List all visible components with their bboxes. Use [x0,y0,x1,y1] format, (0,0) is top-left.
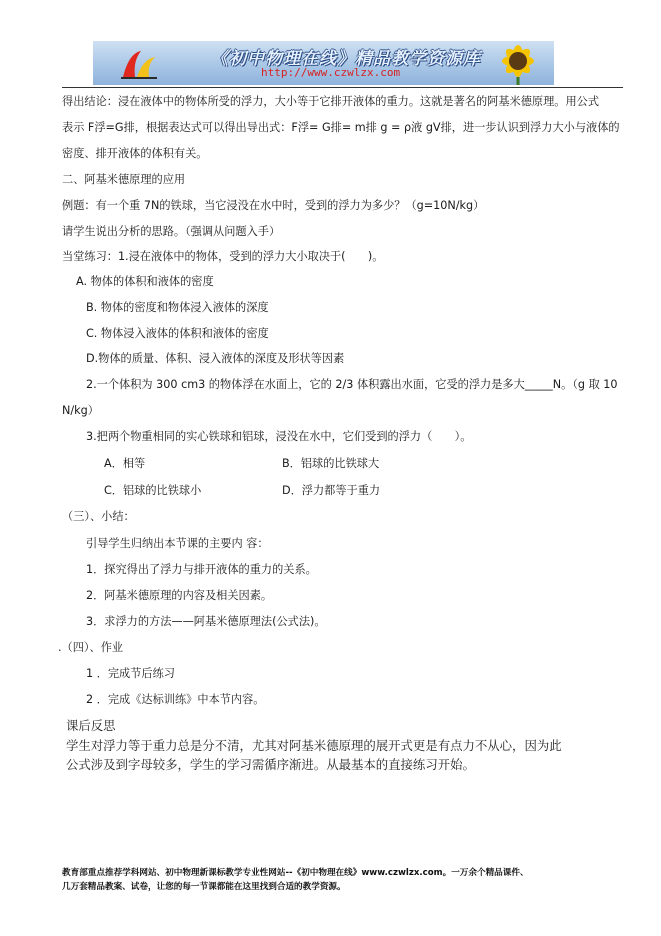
text-line: 得出结论：浸在液体中的物体所受的浮力，大小等于它排开液体的重力。这就是著名的阿基米德原理。用公式 [62,95,600,108]
homework-item: 2 ．完成《达标训练》中本节内容。 [86,693,265,706]
answer-option: D.物体的质量、体积、浸入液体的深度及形状等因素 [86,352,345,365]
banner-title: 《初中物理在线》精品教学资源库 [211,49,481,69]
footer-line: 教育部重点推荐学科网站、初中物理新课标教学专业性网站--《初中物理在线》www.czwlzx.com。一万余个精品课件、 [62,868,529,878]
banner-url: http://www.czwlzx.com [261,66,401,79]
answer-option: A．相等 [104,457,146,470]
summary-item: 1．探究得出了浮力与排开液体的重力的关系。 [86,563,317,576]
exercise-question: 2.一个体积为 300 cm3 的物体浮在水面上，它的 2/3 体积露出水面，它受的浮力是多大_____N。（g 取 10 [86,378,618,391]
sunflower-icon [488,41,548,85]
answer-option: A. 物体的体积和液体的密度 [76,275,214,288]
answer-option: C. 物体浸入液体的体积和液体的密度 [86,327,269,340]
answer-option: C．铝球的比铁球小 [104,484,202,497]
answer-option: B．铝球的比铁球大 [282,457,380,470]
reflection-text: 公式涉及到字母较多，学生的学习需循序渐进。从最基本的直接练习开始。 [66,757,475,772]
summary-item: 3．求浮力的方法——阿基米德原理法(公式法)。 [86,615,326,628]
summary-item: 2．阿基米德原理的内容及相关因素。 [86,589,273,602]
reflection-text: 学生对浮力等于重力总是分不清，尤其对阿基米德原理的展开式更是有点力不从心，因为此 [66,738,562,753]
reflection-title: 课后反思 [66,718,116,733]
header-rule [62,87,623,88]
site-logo [119,47,159,81]
example-question: 例题：有一个重 7N的铁球，当它浸没在水中时，受到的浮力为多少？（g=10N/kg） [62,199,485,212]
text-line: 请学生说出分析的思路。（强调从问题入手） [62,225,281,238]
text-line: N/kg） [62,404,99,417]
text-line: 引导学生归纳出本节课的主要内 容： [86,537,269,550]
homework-item: 1 ．完成节后练习 [86,667,175,680]
text-line: 密度、排开液体的体积有关。 [62,147,208,160]
exercise-question: 3.把两个物重相同的实心铁球和铝球，浸没在水中，它们受到的浮力（ ）。 [86,430,472,443]
footer-line: 几万套精品教案、试卷，让您的每一节课都能在这里找到合适的教学资源。 [62,882,346,892]
exercise-question: 当堂练习：1.浸在液体中的物体，受到的浮力大小取决于( )。 [62,250,384,263]
section-heading: .（四）、作业 [58,641,124,654]
section-heading: （三）、小结： [62,510,135,523]
answer-option: B. 物体的密度和物体浸入液体的深度 [86,301,269,314]
text-line: 表示 F浮=G排，根据表达式可以得出导出式：F浮= G排= m排 g = ρ液 gV排，进一步认识到浮力大小与液体的 [62,121,620,134]
header-banner [93,41,554,85]
answer-option: D．浮力都等于重力 [282,484,381,497]
section-heading: 二、阿基米德原理的应用 [62,173,186,186]
